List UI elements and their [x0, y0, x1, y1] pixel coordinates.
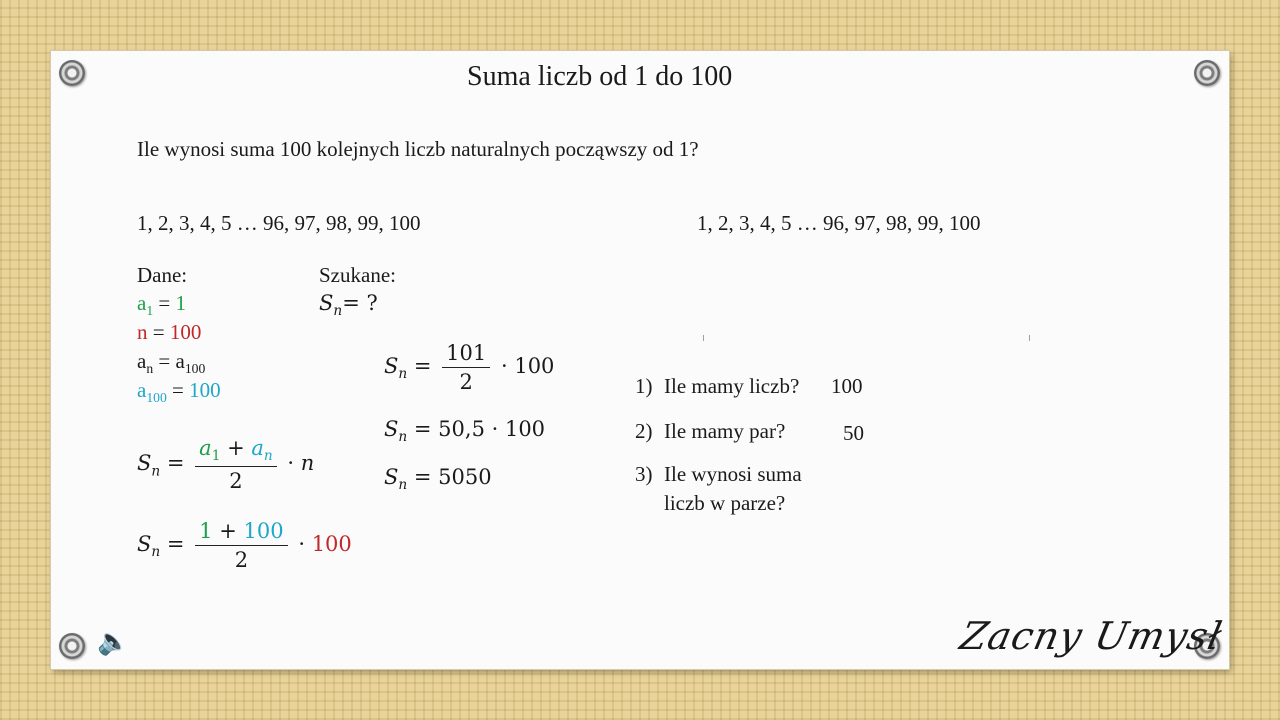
given-n: n = 100 [137, 320, 202, 344]
rivet-top-left [59, 60, 85, 86]
formula-step2: $S_n = 50,5 \cdot 100$ [384, 417, 546, 446]
formula-general: $S_n$ = $\frac{a_1 + a_n}{2}$ · n [137, 436, 315, 494]
given-a1: $a_1 = 1$ [137, 291, 186, 319]
speaker-icon[interactable]: 🔈 [97, 627, 130, 657]
question-1-answer: 100 [831, 374, 863, 398]
formula-step3: $S_n = 5050$ [384, 465, 492, 494]
sought-heading: Szukane: [319, 263, 396, 287]
formula-step1: $S_n$ = $\frac{101}{2}$ · 100 [384, 341, 555, 394]
given-a100: $a_{100} = 100$ [137, 378, 221, 406]
question-3-text-line2: liczb w parze? [664, 491, 786, 515]
question-3-text: Ile wynosi suma [664, 462, 802, 486]
rivet-top-right [1194, 60, 1220, 86]
sequence-right: 1, 2, 3, 4, 5 … 96, 97, 98, 99, 100 [697, 211, 981, 235]
question-2-number: 2) [635, 419, 653, 443]
sought-expr: $S_n=$ ? [319, 291, 378, 320]
question-text: Ile wynosi suma 100 kolejnych liczb naturalnych począwszy od 1? [137, 137, 699, 161]
slide-canvas [51, 51, 1229, 669]
tick-mark-left [703, 335, 704, 341]
rivet-bottom-left [59, 633, 85, 659]
slide-title: Suma liczb od 1 do 100 [467, 61, 733, 92]
signature-logo: Zacny Umysł [956, 614, 1227, 658]
formula-substituted: $S_n$ = $\frac{1 + 100}{2}$ · 100 [137, 519, 352, 572]
question-1-number: 1) [635, 374, 653, 398]
given-heading: Dane: [137, 263, 188, 287]
question-2-text: Ile mamy par? [664, 419, 786, 443]
question-1-text: Ile mamy liczb? [664, 374, 800, 398]
tick-mark-right [1029, 335, 1030, 341]
question-3-number: 3) [635, 462, 653, 486]
given-an: $a_n = a_{100}$ [137, 349, 206, 377]
question-2-answer: 50 [843, 421, 864, 445]
sequence-left: 1, 2, 3, 4, 5 … 96, 97, 98, 99, 100 [137, 211, 421, 235]
